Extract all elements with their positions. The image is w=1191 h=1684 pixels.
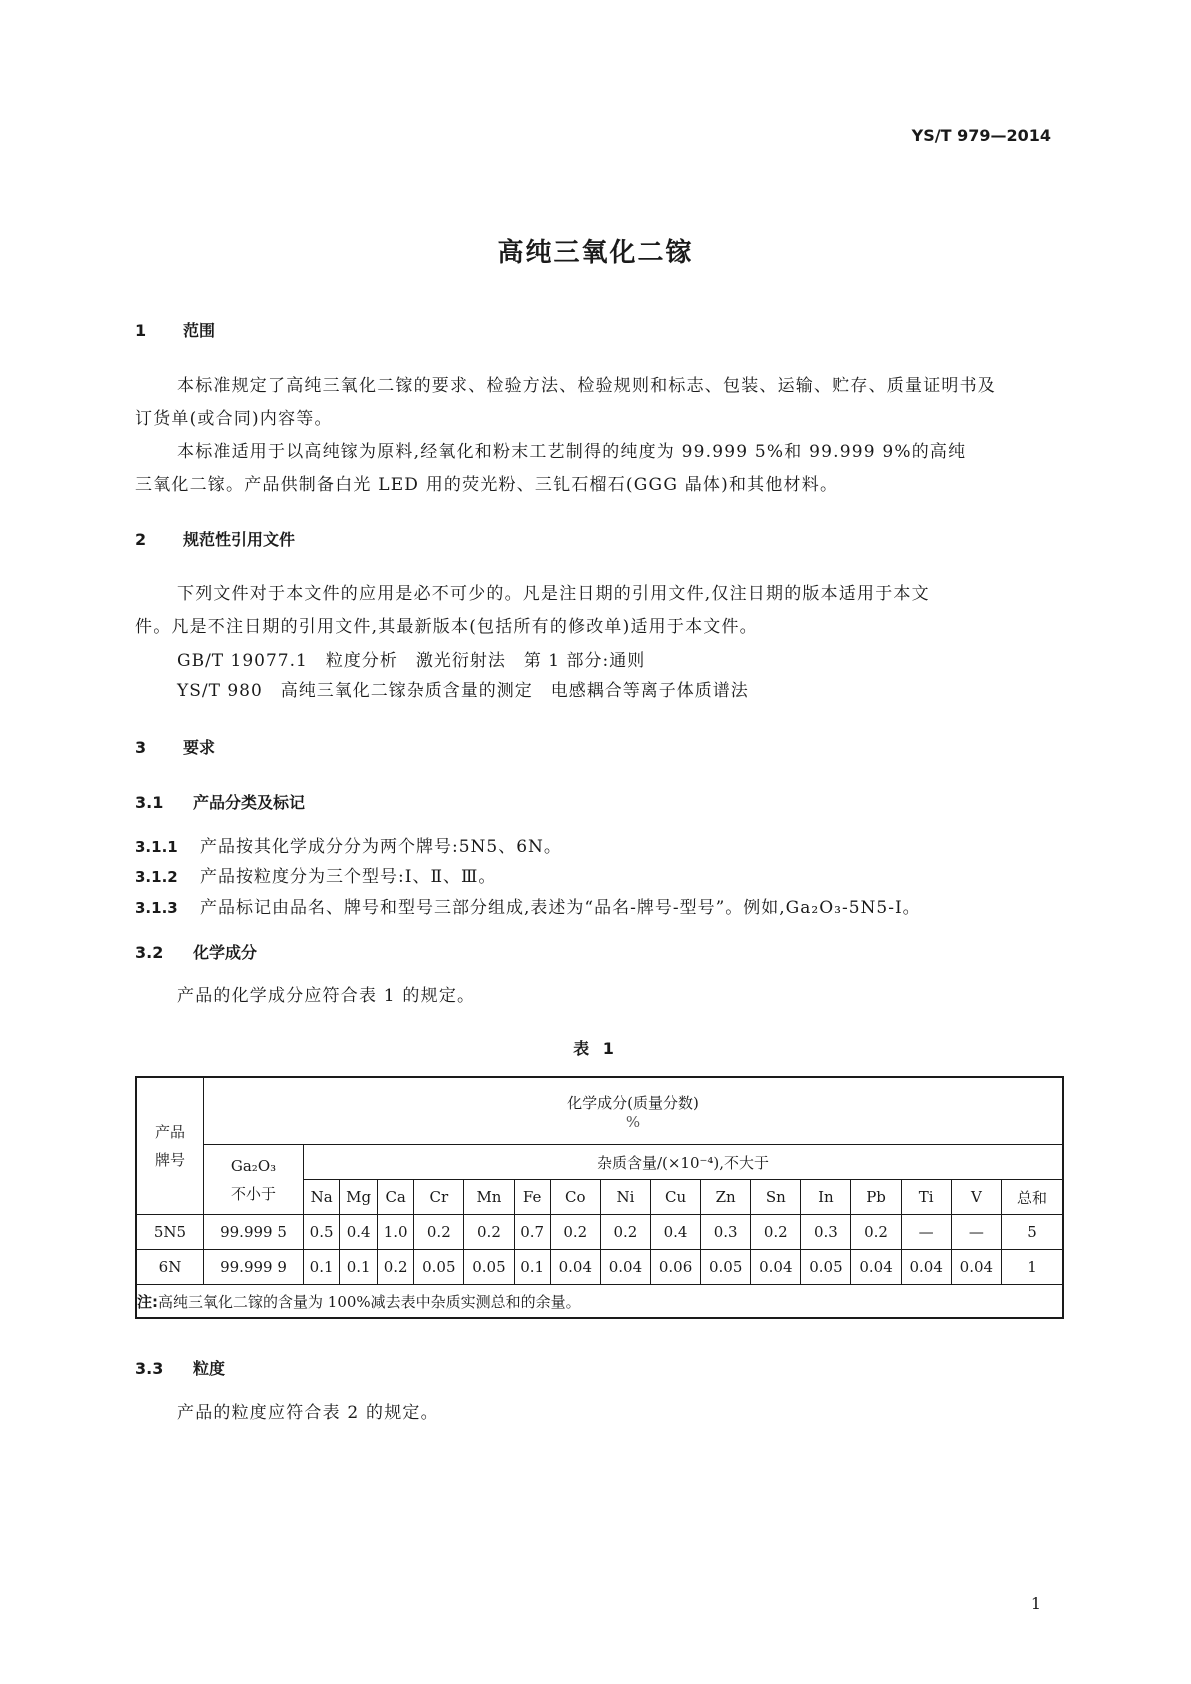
note-text: 高纯三氧化二镓的含量为 100%减去表中杂质实测总和的余量。 [158,1292,581,1311]
value-cell: 0.2 [600,1215,650,1250]
reference-code: GB/T 19077.1 [177,651,308,671]
element-header: Co [550,1180,600,1215]
element-header: In [801,1180,851,1215]
normative-reference [177,646,663,671]
clause-text: 产品标记由品名、牌号和型号三部分组成,表述为“品名-牌号-型号”。例如,Ga₂O₃-5N5-Ⅰ。 [200,898,921,918]
section-3-3-body [135,1397,1055,1430]
value-cell: 5 [1002,1215,1064,1250]
section-3-heading [135,735,215,758]
section-3-2-body [135,980,1055,1013]
paragraph-line: 件。凡是不注日期的引用文件,其最新版本(包括所有的修改单)适用于本文件。 [135,617,758,637]
paragraph-line: 产品的化学成分应符合表 1 的规定。 [177,986,476,1006]
section-number: 3.3 [135,1359,164,1378]
element-header: V [951,1180,1001,1215]
value-cell: 0.05 [801,1250,851,1285]
value-cell: 1.0 [378,1215,414,1250]
value-cell: 0.04 [600,1250,650,1285]
clause-number: 3.1.1 [135,838,178,856]
section-2-heading [135,527,295,550]
section-number: 3.1 [135,793,164,812]
composition-header-text: 化学成分(质量分数) [567,1093,699,1112]
composition-unit: % [625,1112,641,1131]
value-cell: 0.04 [951,1250,1001,1285]
element-header: Sn [751,1180,801,1215]
table-1-caption: 表 1 [573,1039,618,1058]
table-row [136,1250,1063,1285]
value-cell: 0.1 [340,1250,378,1285]
value-cell: 0.2 [751,1215,801,1250]
impurity-header: 杂质含量/(×10⁻⁴),不大于 [304,1145,1064,1180]
ga2o3-cell: 99.999 5 [204,1215,304,1250]
section-number: 3 [135,738,147,757]
note-label: 注: [137,1292,158,1311]
value-cell: 0.5 [304,1215,340,1250]
value-cell: 0.2 [851,1215,901,1250]
ga2o3-header: Ga₂O₃ 不小于 [204,1145,304,1215]
element-header: Mg [340,1180,378,1215]
value-cell: 0.3 [801,1215,851,1250]
grade-cell: 6N [136,1250,204,1285]
clause-text: 产品按其化学成分分为两个牌号:5N5、6N。 [200,837,562,857]
value-cell: 0.06 [650,1250,700,1285]
section-number: 3.2 [135,943,164,962]
section-title: 要求 [183,738,216,757]
composition-group-header [204,1077,1064,1145]
value-cell: 0.3 [701,1215,751,1250]
value-cell: 0.1 [304,1250,340,1285]
section-title: 粒度 [193,1359,226,1378]
normative-reference [177,676,767,701]
section-3-3-heading [135,1356,225,1379]
value-cell: 0.2 [464,1215,514,1250]
value-cell: 0.05 [464,1250,514,1285]
element-header: Mn [464,1180,514,1215]
value-cell: 0.05 [701,1250,751,1285]
reference-code: YS/T 980 [177,681,263,701]
product-grade-header: 产品 牌号 [136,1077,204,1215]
value-cell: 0.2 [414,1215,464,1250]
grade-cell: 5N5 [136,1215,204,1250]
clause-number: 3.1.3 [135,899,178,917]
section-title: 规范性引用文件 [183,530,296,549]
table-row [136,1215,1063,1250]
section-title: 产品分类及标记 [193,793,306,812]
value-cell: 0.05 [414,1250,464,1285]
value-cell: 0.1 [514,1250,550,1285]
clause-3-1-2 [135,862,496,887]
reference-title: 高纯三氧化二镓杂质含量的测定 电感耦合等离子体质谱法 [280,681,749,701]
ga2o3-cell: 99.999 9 [204,1250,304,1285]
value-cell: 0.04 [550,1250,600,1285]
element-header: Cr [414,1180,464,1215]
chemical-composition-table [135,1076,1064,1319]
paragraph-line: 本标准适用于以高纯镓为原料,经氧化和粉末工艺制得的纯度为 99.999 5%和 99.999 9%的高纯 [177,442,967,462]
section-1-body [135,370,1055,502]
document-title: 高纯三氧化二镓 [497,238,694,268]
clause-number: 3.1.2 [135,868,178,886]
table-note [136,1285,1063,1319]
clause-3-1-1 [135,832,562,857]
value-cell: 0.04 [851,1250,901,1285]
value-cell: — [951,1215,1001,1250]
standard-number: YS/T 979—2014 [911,126,1051,145]
section-3-1-heading [135,790,305,813]
value-cell: 0.04 [751,1250,801,1285]
value-cell: 0.2 [378,1250,414,1285]
clause-text: 产品按粒度分为三个型号:Ⅰ、Ⅱ、Ⅲ。 [200,867,497,887]
value-cell: 0.2 [550,1215,600,1250]
clause-3-1-3 [135,893,921,918]
paragraph-line: 下列文件对于本文件的应用是必不可少的。凡是注日期的引用文件,仅注日期的版本适用于本文 [177,584,930,604]
value-cell: — [901,1215,951,1250]
element-header: Ca [378,1180,414,1215]
paragraph-line: 产品的粒度应符合表 2 的规定。 [177,1403,439,1423]
value-cell: 0.04 [901,1250,951,1285]
element-header: Na [304,1180,340,1215]
value-cell: 1 [1002,1250,1064,1285]
paragraph-line: 本标准规定了高纯三氧化二镓的要求、检验方法、检验规则和标志、包装、运输、贮存、质量证明书及 [177,376,996,396]
section-number: 2 [135,530,147,549]
element-header: Zn [701,1180,751,1215]
element-header: 总和 [1002,1180,1064,1215]
element-header: Ti [901,1180,951,1215]
element-header: Pb [851,1180,901,1215]
reference-title: 粒度分析 激光衍射法 第 1 部分:通则 [325,651,646,671]
paragraph-line: 订货单(或合同)内容等。 [135,409,333,429]
section-title: 范围 [183,321,216,340]
element-header: Cu [650,1180,700,1215]
section-2-body [135,578,1055,644]
element-header: Ni [600,1180,650,1215]
page-number: 1 [1030,1594,1041,1613]
section-3-2-heading [135,940,257,963]
section-1-heading [135,318,215,341]
element-header: Fe [514,1180,550,1215]
value-cell: 0.4 [650,1215,700,1250]
section-number: 1 [135,321,147,340]
section-title: 化学成分 [193,943,258,962]
value-cell: 0.4 [340,1215,378,1250]
paragraph-line: 三氧化二镓。产品供制备白光 LED 用的荧光粉、三钆石榴石(GGG 晶体)和其他材料。 [135,475,839,495]
value-cell: 0.7 [514,1215,550,1250]
